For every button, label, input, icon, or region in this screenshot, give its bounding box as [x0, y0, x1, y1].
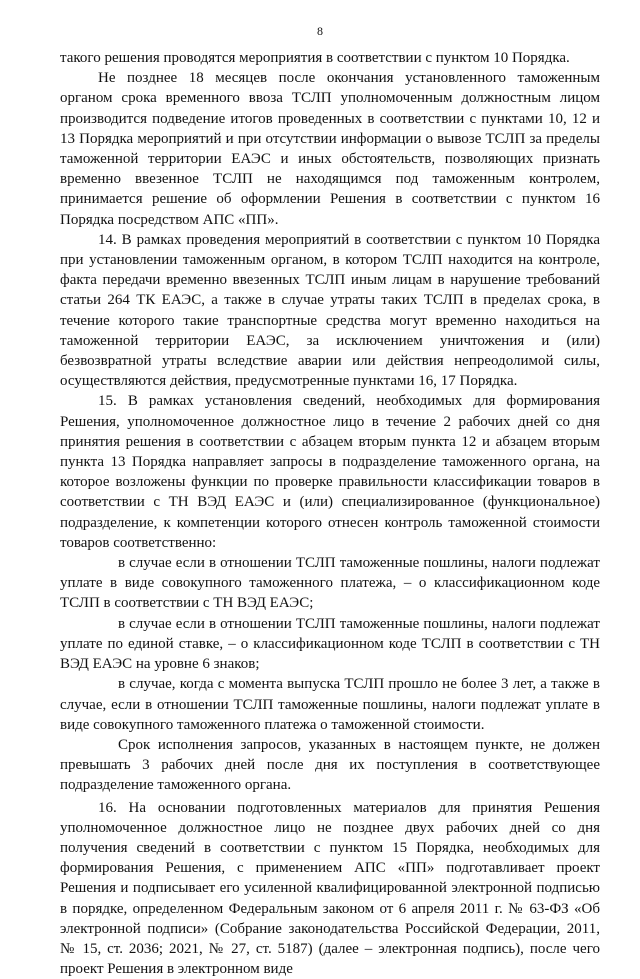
- page-number: 8: [317, 24, 323, 38]
- paragraph-15-case-combined-payment: в случае если в отношении ТСЛП таможенные пошлины, налоги подлежат уплате в виде совокупного таможенного платежа, – о классификационном коде ТСЛП в соответствии с ТН ВЭД ЕАЭС;: [60, 555, 600, 612]
- paragraph-item-15: 15. В рамках установления сведений, необходимых для формирования Решения, уполномоченное должностное лицо в течение 2 рабочих дней со дня принятия решения в соответствии с абзацем вторым пункта 12 и абзацем вторым пункта 13 Порядка направляет запросы в подразделение таможенного органа, на которое возложены функции по проверке правильности классификации товаров в соответствии с ТН ВЭД ЕАЭС и (или) специализированное (функциональное) подразделение, к компетенции которого отнесен контроль таможенной стоимости товаров соответственно:: [60, 393, 600, 551]
- paragraph-continuation: такого решения проводятся мероприятия в соответствии с пунктом 10 Порядка.: [60, 50, 570, 66]
- paragraph-item-16: 16. На основании подготовленных материалов для принятия Решения уполномоченное должностное лицо не позднее двух рабочих дней со дня получения сведений в соответствии с пунктом 15 Порядка, необходимых для формирования Решения, с применением АПС «ПП» подготавливает проект Решения и подписывает его усиленной квалифицированной электронной подписью в порядке, определенном Федеральным законом от 6 апреля 2011 г. № 63-ФЗ «Об электронной подписи» (Собрание законодательства Российской Федерации, 2011, № 15, ст. 2036; 2021, № 27, ст. 5187) (далее – электронная подпись), после чего проект Решения в электронном виде: [60, 799, 600, 978]
- paragraph-15-request-deadline: Срок исполнения запросов, указанных в настоящем пункте, не должен превышать 3 рабочих дней после дня их поступления в соответствующее подразделение таможенного органа.: [60, 736, 600, 794]
- paragraph-15-case-three-years: в случае, когда с момента выпуска ТСЛП прошло не более 3 лет, а также в случае, если в отношении ТСЛП таможенные пошлины, налоги подлежат уплате в виде совокупного таможенного платежа о таможенной стоимости.: [60, 676, 600, 733]
- paragraph-item-14: 14. В рамках проведения мероприятий в соответствии с пунктом 10 Порядка при установлении таможенным органом, в котором ТСЛП находится на контроле, факта передачи временно ввезенных ТСЛП иным лицам в нарушение требований статьи 264 ТК ЕАЭС, а также в случае утраты таких ТСЛП в пределах срока, в течение которого такие транспортные средства могут временно находиться на таможенной территории ЕАЭС, за исключением уничтожения и (или) безвозвратной утраты вследствие аварии или действия непреодолимой силы, осуществляются действия, предусмотренные пунктами 16, 17 Порядка.: [60, 231, 600, 390]
- paragraph-results-summary: Не позднее 18 месяцев после окончания установленного таможенным органом срока временного ввоза ТСЛП уполномоченным должностным лицом производится подведение итогов проведенных в соответствии с пунктами 10, 12 и 13 Порядка мероприятий и при отсутствии информации о вывозе ТСЛП за пределы таможенной территории ЕАЭС и иных обстоятельств, позволяющих признать временно ввезенное ТСЛП не находящимся под таможенным контролем, принимается решение об оформлении Решения в соответствии с пунктом 16 Порядка посредством АПС «ПП».: [60, 70, 600, 228]
- paragraph-15-case-single-rate: в случае если в отношении ТСЛП таможенные пошлины, налоги подлежат уплате по единой ставке, – о классификационном коде ТСЛП в соответствии с ТН ВЭД ЕАЭС на уровне 6 знаков;: [60, 615, 600, 673]
